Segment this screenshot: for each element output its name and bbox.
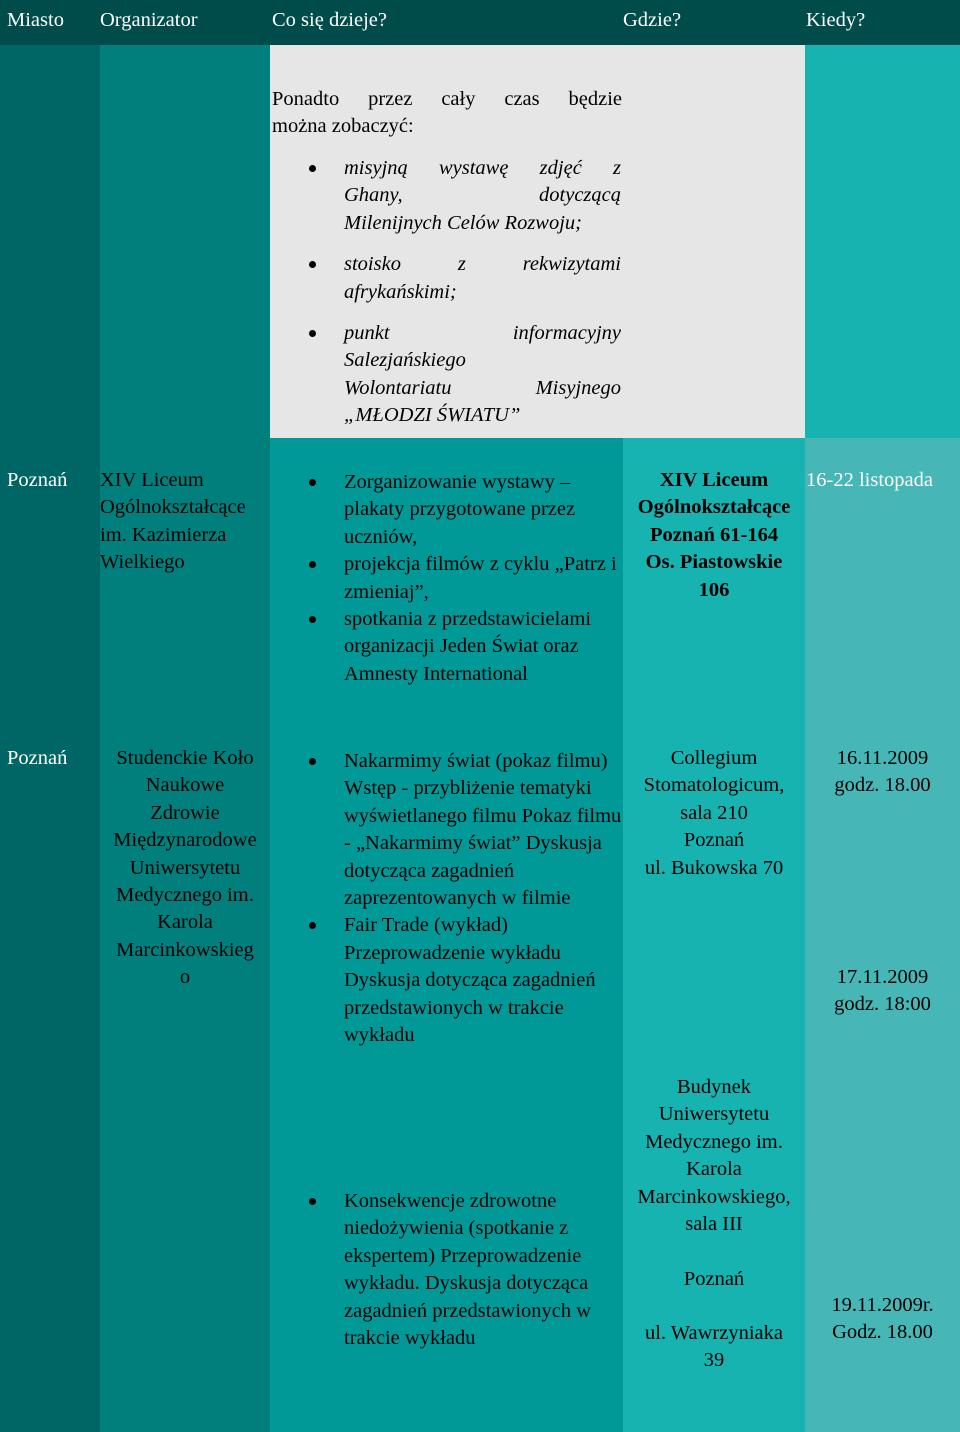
place-line: sala 210 xyxy=(680,801,748,824)
extra-item xyxy=(300,251,621,306)
date-line: 16.11.2009 xyxy=(836,747,929,769)
extra-item xyxy=(300,155,621,237)
place-line: Medycznego im. xyxy=(645,1130,783,1153)
extra-item-line: afrykańskimi; xyxy=(344,280,457,303)
date-line: 17.11.2009 xyxy=(836,966,929,988)
place-line: Karola xyxy=(686,1158,742,1181)
date-line: 19.11.2009r. xyxy=(831,1294,934,1316)
extra-item-line: Wolontariatu Misyjnego xyxy=(344,376,621,399)
row2-city: Poznań xyxy=(7,747,68,769)
extra-intro-line-1: Ponadto przez cały czas będzie xyxy=(272,88,622,110)
extra-item xyxy=(300,320,621,430)
place-line: Poznań 61-164 xyxy=(649,523,779,546)
col-when-bg-top xyxy=(805,45,960,438)
place-line: Marcinkowskiego, xyxy=(637,1185,791,1208)
organizer-line: Studenckie Koło xyxy=(116,747,254,769)
row2-events-b xyxy=(300,1188,622,1352)
row2-place-1 xyxy=(613,745,815,882)
extra-intro xyxy=(272,86,622,141)
extra-list xyxy=(300,155,621,430)
row2-place-2 xyxy=(613,1074,815,1238)
header-where: Gdzie? xyxy=(623,9,682,31)
row1-place xyxy=(613,467,815,604)
row2-place-2-street xyxy=(613,1320,815,1375)
event-item: Konsekwencje zdrowotne niedożywienia (spotkanie z ekspertem) Przeprowadzenie wykładu. Dyskusja dotycząca zagadnień przedstawionych w trakcie wykładu xyxy=(300,1188,622,1352)
organizer-line: Zdrowie xyxy=(150,801,220,824)
place-line: Budynek xyxy=(676,1076,752,1098)
row2-date-3 xyxy=(805,1292,960,1347)
extra-item-line: punkt informacyjny xyxy=(344,322,621,345)
extra-item-line: stoisko z rekwizytami xyxy=(344,253,621,276)
row2-date-1 xyxy=(805,745,960,800)
place-line: 39 xyxy=(703,1349,725,1372)
row2-events-a xyxy=(300,748,622,1049)
organizer-line: Marcinkowskieg xyxy=(116,938,254,961)
col-city-bg-top xyxy=(0,45,100,438)
place-line: ul. Wawrzyniaka xyxy=(644,1322,783,1344)
row2-date-2 xyxy=(805,964,960,1019)
row1-when: 16-22 listopada xyxy=(806,469,933,491)
header-what: Co się dzieje? xyxy=(272,9,387,31)
event-item: projekcja filmów z cyklu „Patrz i zmieniaj”, xyxy=(300,551,620,606)
extra-item-line: „MŁODZI ŚWIATU” xyxy=(344,404,521,427)
row1-city: Poznań xyxy=(7,469,68,491)
place-line: XIV Liceum xyxy=(659,469,769,491)
event-item: Zorganizowanie wystawy – plakaty przygotowane przez uczniów, xyxy=(300,469,620,551)
place-line: Collegium xyxy=(670,747,758,769)
time-line: godz. 18:00 xyxy=(834,993,931,1016)
event-item: spotkania z przedstawicielami organizacji Jeden Świat oraz Amnesty International xyxy=(300,606,620,688)
place-line: Poznań xyxy=(683,829,745,852)
place-line: Os. Piastowskie xyxy=(645,551,783,574)
extra-intro-line-2: można zobaczyć: xyxy=(272,115,414,138)
place-line: 106 xyxy=(698,578,730,601)
organizer-line: Uniwersytetu xyxy=(129,856,241,879)
place-line: Ogólnokształcące xyxy=(637,496,791,519)
header-city: Miasto xyxy=(7,9,64,31)
place-line: sala III xyxy=(685,1213,743,1236)
row1-events xyxy=(300,469,620,688)
place-line: Stomatologicum, xyxy=(643,774,785,797)
extra-item-line: Salezjańskiego xyxy=(344,349,466,372)
header-when: Kiedy? xyxy=(806,9,866,31)
col-organizer-bg-top xyxy=(100,45,270,438)
place-line: Uniwersytetu xyxy=(658,1103,770,1126)
place-line: ul. Bukowska 70 xyxy=(644,856,784,879)
time-line: godz. 18.00 xyxy=(834,774,931,797)
row2-place-2-city: Poznań xyxy=(683,1268,745,1290)
row2-organizer xyxy=(100,745,270,992)
extra-item-line: Milenijnych Celów Rozwoju; xyxy=(344,211,582,234)
extra-item-line: misyjną wystawę zdjęć z xyxy=(344,157,621,179)
organizer-line: Naukowe xyxy=(145,774,225,797)
row2-city-cell xyxy=(0,715,100,1432)
time-line: Godz. 18.00 xyxy=(832,1321,933,1344)
organizer-line: Medycznego im. xyxy=(116,884,254,907)
header-organizer: Organizator xyxy=(100,9,198,31)
organizer-line: o xyxy=(179,966,191,989)
organizer-line: Karola xyxy=(157,911,213,934)
event-item: Fair Trade (wykład) Przeprowadzenie wykładu Dyskusja dotycząca zagadnień przedstawionych w trakcie wykładu xyxy=(300,912,622,1049)
row1-organizer: XIV Liceum Ogólnokształcące im. Kazimierza Wielkiego xyxy=(100,469,246,574)
organizer-line: Międzynarodowe xyxy=(113,829,257,852)
extra-item-line: Ghany, dotyczącą xyxy=(344,184,621,207)
event-item: Nakarmimy świat (pokaz filmu) Wstęp - przybliżenie tematyki wyświetlanego filmu Pokaz filmu - „Nakarmimy świat” Dyskusja dotycząca zagadnień zaprezentowanych w filmie xyxy=(300,748,622,912)
